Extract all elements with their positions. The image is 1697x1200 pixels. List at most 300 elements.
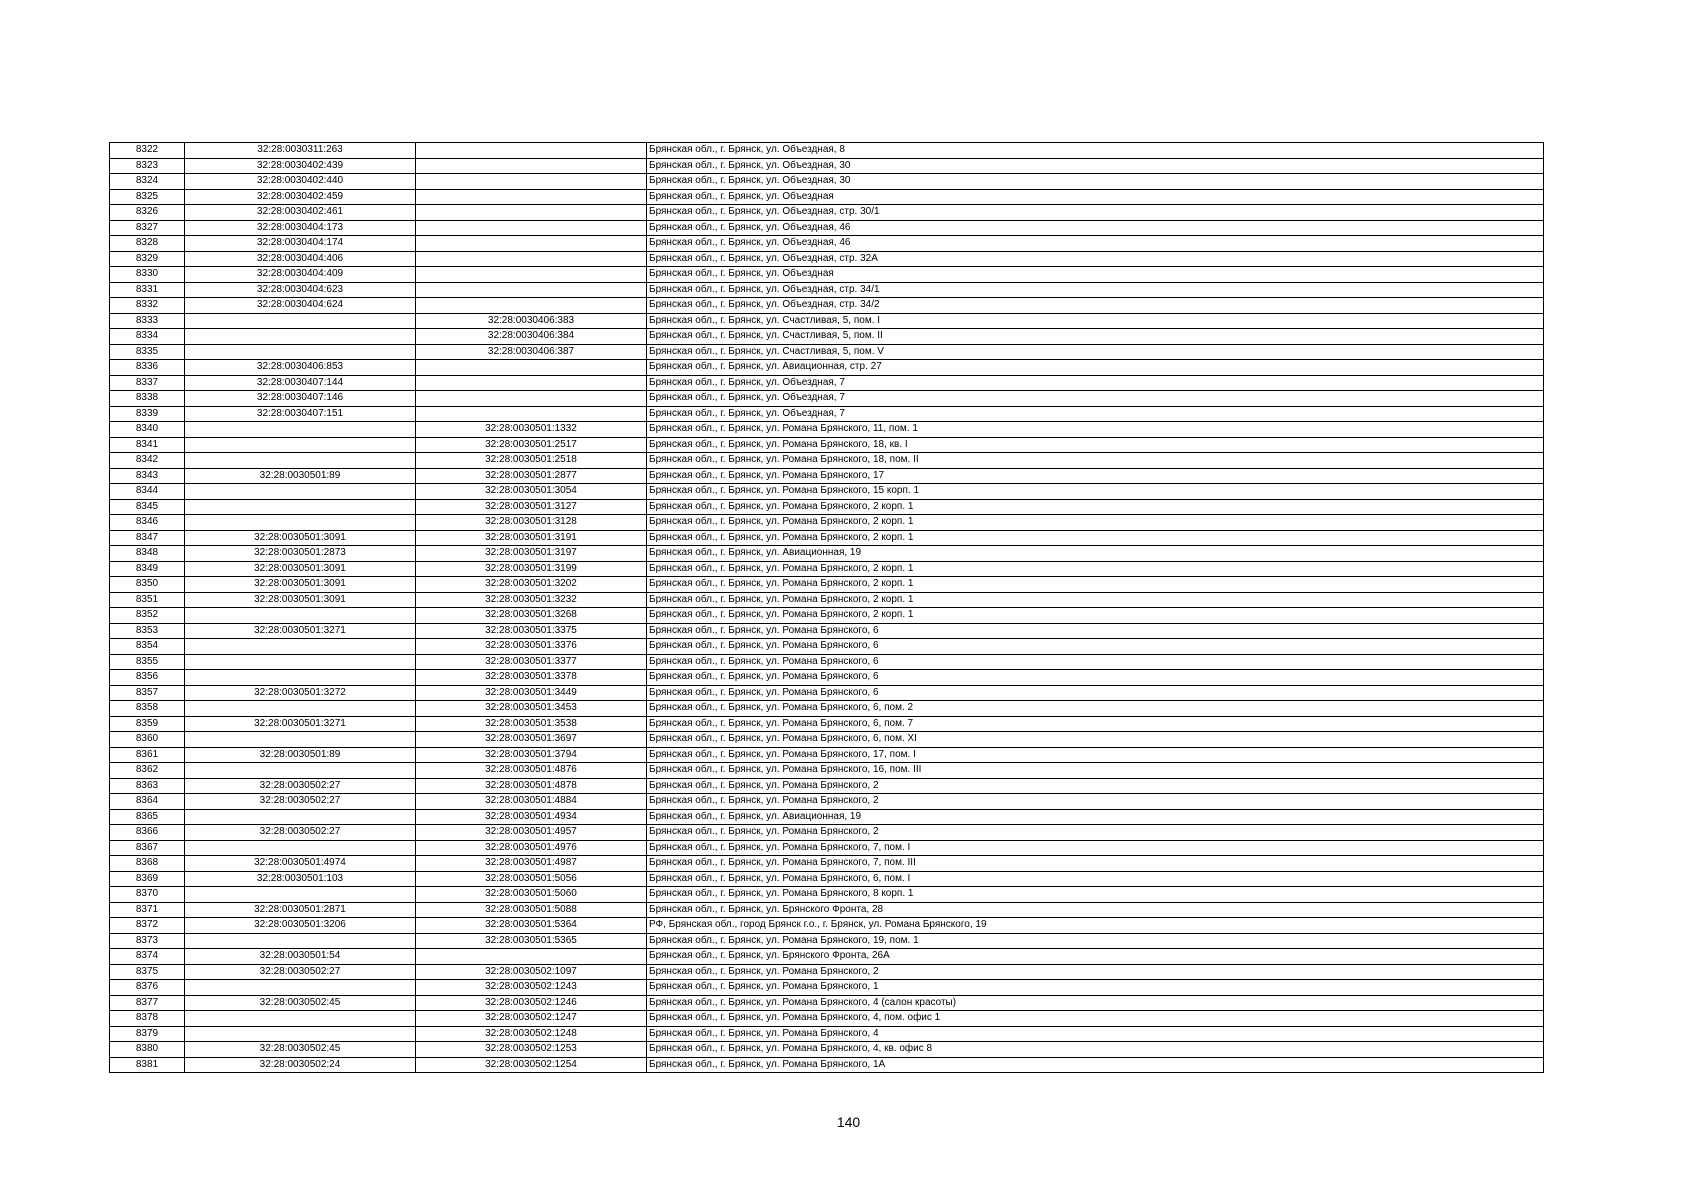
address-cell: Брянская обл., г. Брянск, ул. Романа Брянского, 2 [647,778,1544,794]
parcel-number-cell: 32:28:0030407:144 [185,375,416,391]
address-cell: Брянская обл., г. Брянск, ул. Романа Брянского, 7, пом. III [647,856,1544,872]
row-number-cell: 8368 [110,856,185,872]
address-cell: Брянская обл., г. Брянск, ул. Романа Брянского, 17 [647,468,1544,484]
parcel-number-cell [185,329,416,345]
object-number-cell: 32:28:0030501:3697 [416,732,647,748]
row-number-cell: 8347 [110,530,185,546]
object-number-cell: 32:28:0030501:3375 [416,623,647,639]
parcel-number-cell [185,437,416,453]
row-number-cell: 8367 [110,840,185,856]
parcel-number-cell: 32:28:0030501:3091 [185,577,416,593]
address-cell: Брянская обл., г. Брянск, ул. Объездная, 7 [647,406,1544,422]
table-row [110,298,1544,314]
object-number-cell: 32:28:0030501:2877 [416,468,647,484]
table-row [110,856,1544,872]
table-row [110,980,1544,996]
object-number-cell: 32:28:0030501:3376 [416,639,647,655]
row-number-cell: 8356 [110,670,185,686]
object-number-cell: 32:28:0030501:4884 [416,794,647,810]
object-number-cell [416,174,647,190]
table-row [110,468,1544,484]
row-number-cell: 8354 [110,639,185,655]
row-number-cell: 8327 [110,220,185,236]
parcel-number-cell: 32:28:0030502:27 [185,825,416,841]
object-number-cell [416,298,647,314]
row-number-cell: 8355 [110,654,185,670]
table-row [110,716,1544,732]
table-row [110,329,1544,345]
object-number-cell: 32:28:0030501:1332 [416,422,647,438]
parcel-number-cell: 32:28:0030402:439 [185,158,416,174]
row-number-cell: 8353 [110,623,185,639]
address-cell: Брянская обл., г. Брянск, ул. Романа Брянского, 6 [647,685,1544,701]
row-number-cell: 8378 [110,1011,185,1027]
table-row [110,220,1544,236]
parcel-number-cell: 32:28:0030501:2873 [185,546,416,562]
address-cell: Брянская обл., г. Брянск, ул. Романа Брянского, 2 корп. 1 [647,592,1544,608]
table-row [110,484,1544,500]
table-row [110,902,1544,918]
table-row [110,561,1544,577]
object-number-cell: 32:28:0030501:5088 [416,902,647,918]
parcel-number-cell [185,1011,416,1027]
row-number-cell: 8379 [110,1026,185,1042]
address-cell: Брянская обл., г. Брянск, ул. Объездная, 8 [647,143,1544,159]
row-number-cell: 8362 [110,763,185,779]
row-number-cell: 8351 [110,592,185,608]
table-row [110,515,1544,531]
row-number-cell: 8339 [110,406,185,422]
table-row [110,360,1544,376]
table-row [110,654,1544,670]
row-number-cell: 8352 [110,608,185,624]
address-cell: Брянская обл., г. Брянск, ул. Романа Брянского, 6 [647,639,1544,655]
address-cell: Брянская обл., г. Брянск, ул. Объездная [647,189,1544,205]
object-number-cell [416,251,647,267]
address-cell: Брянская обл., г. Брянск, ул. Объездная, 7 [647,375,1544,391]
table-row [110,546,1544,562]
address-cell: Брянская обл., г. Брянск, ул. Счастливая, 5, пом. V [647,344,1544,360]
object-number-cell [416,143,647,159]
row-number-cell: 8375 [110,964,185,980]
address-cell: Брянская обл., г. Брянск, ул. Романа Брянского, 18, кв. I [647,437,1544,453]
table-row [110,592,1544,608]
object-number-cell: 32:28:0030501:3232 [416,592,647,608]
row-number-cell: 8324 [110,174,185,190]
address-cell: Брянская обл., г. Брянск, ул. Романа Брянского, 2 корп. 1 [647,561,1544,577]
object-number-cell: 32:28:0030502:1254 [416,1057,647,1073]
object-number-cell: 32:28:0030501:3449 [416,685,647,701]
row-number-cell: 8370 [110,887,185,903]
parcel-number-cell: 32:28:0030501:3206 [185,918,416,934]
parcel-number-cell [185,484,416,500]
row-number-cell: 8334 [110,329,185,345]
table-row [110,639,1544,655]
address-cell: Брянская обл., г. Брянск, ул. Романа Брянского, 4, кв. офис 8 [647,1042,1544,1058]
address-cell: РФ, Брянская обл., город Брянск г.о., г. Брянск, ул. Романа Брянского, 19 [647,918,1544,934]
parcel-number-cell: 32:28:0030311:263 [185,143,416,159]
parcel-number-cell: 32:28:0030501:89 [185,468,416,484]
row-number-cell: 8377 [110,995,185,1011]
address-cell: Брянская обл., г. Брянск, ул. Романа Брянского, 2 корп. 1 [647,530,1544,546]
parcel-number-cell [185,313,416,329]
address-cell: Брянская обл., г. Брянск, ул. Авиационная, стр. 27 [647,360,1544,376]
address-cell: Брянская обл., г. Брянск, ул. Объездная, стр. 34/2 [647,298,1544,314]
row-number-cell: 8348 [110,546,185,562]
parcel-number-cell: 32:28:0030407:151 [185,406,416,422]
table-row [110,422,1544,438]
object-number-cell: 32:28:0030501:3202 [416,577,647,593]
parcel-number-cell [185,887,416,903]
row-number-cell: 8349 [110,561,185,577]
address-cell: Брянская обл., г. Брянск, ул. Авиационная, 19 [647,809,1544,825]
row-number-cell: 8323 [110,158,185,174]
address-cell: Брянская обл., г. Брянск, ул. Романа Брянского, 2 [647,964,1544,980]
table-row [110,391,1544,407]
parcel-number-cell: 32:28:0030502:24 [185,1057,416,1073]
object-number-cell: 32:28:0030501:3378 [416,670,647,686]
object-number-cell: 32:28:0030501:3794 [416,747,647,763]
table-row [110,267,1544,283]
address-cell: Брянская обл., г. Брянск, ул. Романа Брянского, 8 корп. 1 [647,887,1544,903]
address-cell: Брянская обл., г. Брянск, ул. Романа Брянского, 2 корп. 1 [647,608,1544,624]
row-number-cell: 8364 [110,794,185,810]
address-cell: Брянская обл., г. Брянск, ул. Романа Брянского, 6 [647,670,1544,686]
parcel-number-cell: 32:28:0030501:3091 [185,592,416,608]
object-number-cell [416,220,647,236]
object-number-cell [416,205,647,221]
object-number-cell: 32:28:0030502:1097 [416,964,647,980]
row-number-cell: 8376 [110,980,185,996]
parcel-number-cell [185,701,416,717]
object-number-cell: 32:28:0030501:3054 [416,484,647,500]
parcel-number-cell: 32:28:0030502:27 [185,794,416,810]
address-cell: Брянская обл., г. Брянск, ул. Романа Брянского, 16, пом. III [647,763,1544,779]
object-number-cell: 32:28:0030501:3191 [416,530,647,546]
parcel-number-cell: 32:28:0030402:459 [185,189,416,205]
row-number-cell: 8357 [110,685,185,701]
registry-table-body [110,143,1544,1073]
row-number-cell: 8373 [110,933,185,949]
row-number-cell: 8330 [110,267,185,283]
parcel-number-cell [185,1026,416,1042]
object-number-cell: 32:28:0030501:3377 [416,654,647,670]
address-cell: Брянская обл., г. Брянск, ул. Романа Брянского, 6 [647,654,1544,670]
row-number-cell: 8371 [110,902,185,918]
object-number-cell [416,375,647,391]
parcel-number-cell: 32:28:0030404:406 [185,251,416,267]
parcel-number-cell: 32:28:0030501:3271 [185,623,416,639]
row-number-cell: 8372 [110,918,185,934]
table-row [110,1011,1544,1027]
parcel-number-cell [185,670,416,686]
parcel-number-cell: 32:28:0030407:146 [185,391,416,407]
table-row [110,685,1544,701]
table-row [110,189,1544,205]
table-row [110,251,1544,267]
parcel-number-cell [185,809,416,825]
address-cell: Брянская обл., г. Брянск, ул. Романа Брянского, 18, пом. II [647,453,1544,469]
address-cell: Брянская обл., г. Брянск, ул. Романа Брянского, 6, пом. I [647,871,1544,887]
row-number-cell: 8358 [110,701,185,717]
address-cell: Брянская обл., г. Брянск, ул. Объездная, стр. 30/1 [647,205,1544,221]
object-number-cell: 32:28:0030501:4976 [416,840,647,856]
object-number-cell: 32:28:0030501:4987 [416,856,647,872]
row-number-cell: 8331 [110,282,185,298]
address-cell: Брянская обл., г. Брянск, ул. Брянского Фронта, 26А [647,949,1544,965]
row-number-cell: 8366 [110,825,185,841]
address-cell: Брянская обл., г. Брянск, ул. Романа Брянского, 4 [647,1026,1544,1042]
table-row [110,949,1544,965]
address-cell: Брянская обл., г. Брянск, ул. Романа Брянского, 6, пом. 2 [647,701,1544,717]
address-cell: Брянская обл., г. Брянск, ул. Романа Брянского, 2 корп. 1 [647,515,1544,531]
table-row [110,437,1544,453]
parcel-number-cell [185,732,416,748]
address-cell: Брянская обл., г. Брянск, ул. Романа Брянского, 2 корп. 1 [647,577,1544,593]
table-row [110,701,1544,717]
table-row [110,809,1544,825]
table-row [110,670,1544,686]
object-number-cell: 32:28:0030502:1246 [416,995,647,1011]
table-row [110,530,1544,546]
object-number-cell: 32:28:0030502:1247 [416,1011,647,1027]
address-cell: Брянская обл., г. Брянск, ул. Романа Брянского, 6, пом. XI [647,732,1544,748]
address-cell: Брянская обл., г. Брянск, ул. Романа Брянского, 2 [647,825,1544,841]
row-number-cell: 8333 [110,313,185,329]
object-number-cell: 32:28:0030501:3199 [416,561,647,577]
parcel-number-cell [185,654,416,670]
address-cell: Брянская обл., г. Брянск, ул. Романа Брянского, 6, пом. 7 [647,716,1544,732]
parcel-number-cell [185,453,416,469]
table-row [110,1057,1544,1073]
address-cell: Брянская обл., г. Брянск, ул. Романа Брянского, 4, пом. офис 1 [647,1011,1544,1027]
address-cell: Брянская обл., г. Брянск, ул. Брянского Фронта, 28 [647,902,1544,918]
parcel-number-cell [185,933,416,949]
table-row [110,933,1544,949]
object-number-cell: 32:28:0030501:5056 [416,871,647,887]
parcel-number-cell: 32:28:0030502:27 [185,964,416,980]
row-number-cell: 8342 [110,453,185,469]
row-number-cell: 8346 [110,515,185,531]
object-number-cell [416,406,647,422]
page-number: 140 [836,1114,861,1130]
row-number-cell: 8338 [110,391,185,407]
row-number-cell: 8328 [110,236,185,252]
table-row [110,453,1544,469]
object-number-cell: 32:28:0030502:1248 [416,1026,647,1042]
parcel-number-cell: 32:28:0030502:45 [185,1042,416,1058]
table-row [110,887,1544,903]
table-row [110,778,1544,794]
address-cell: Брянская обл., г. Брянск, ул. Объездная, 46 [647,220,1544,236]
parcel-number-cell: 32:28:0030404:173 [185,220,416,236]
address-cell: Брянская обл., г. Брянск, ул. Счастливая, 5, пом. II [647,329,1544,345]
address-cell: Брянская обл., г. Брянск, ул. Объездная, 30 [647,158,1544,174]
object-number-cell: 32:28:0030501:4878 [416,778,647,794]
table-row [110,577,1544,593]
parcel-number-cell: 32:28:0030404:623 [185,282,416,298]
row-number-cell: 8381 [110,1057,185,1073]
object-number-cell: 32:28:0030502:1253 [416,1042,647,1058]
address-cell: Брянская обл., г. Брянск, ул. Объездная, 7 [647,391,1544,407]
address-cell: Брянская обл., г. Брянск, ул. Романа Брянского, 2 корп. 1 [647,499,1544,515]
object-number-cell: 32:28:0030501:3197 [416,546,647,562]
table-row [110,840,1544,856]
table-row [110,174,1544,190]
table-row [110,995,1544,1011]
address-cell: Брянская обл., г. Брянск, ул. Объездная, 46 [647,236,1544,252]
table-row [110,825,1544,841]
parcel-number-cell [185,639,416,655]
parcel-number-cell: 32:28:0030501:2871 [185,902,416,918]
address-cell: Брянская обл., г. Брянск, ул. Романа Брянского, 4 (салон красоты) [647,995,1544,1011]
address-cell: Брянская обл., г. Брянск, ул. Объездная, стр. 32А [647,251,1544,267]
address-cell: Брянская обл., г. Брянск, ул. Романа Брянского, 11, пом. 1 [647,422,1544,438]
parcel-number-cell: 32:28:0030402:440 [185,174,416,190]
address-cell: Брянская обл., г. Брянск, ул. Романа Брянского, 15 корп. 1 [647,484,1544,500]
table-row [110,236,1544,252]
table-row [110,1026,1544,1042]
object-number-cell: 32:28:0030502:1243 [416,980,647,996]
address-cell: Брянская обл., г. Брянск, ул. Романа Брянского, 17, пом. I [647,747,1544,763]
address-cell: Брянская обл., г. Брянск, ул. Романа Брянского, 7, пом. I [647,840,1544,856]
object-number-cell [416,189,647,205]
parcel-number-cell: 32:28:0030404:624 [185,298,416,314]
parcel-number-cell: 32:28:0030404:174 [185,236,416,252]
object-number-cell [416,282,647,298]
address-cell: Брянская обл., г. Брянск, ул. Объездная, стр. 34/1 [647,282,1544,298]
row-number-cell: 8325 [110,189,185,205]
row-number-cell: 8326 [110,205,185,221]
object-number-cell: 32:28:0030501:4876 [416,763,647,779]
parcel-number-cell: 32:28:0030501:3091 [185,530,416,546]
object-number-cell [416,360,647,376]
row-number-cell: 8340 [110,422,185,438]
table-row [110,918,1544,934]
row-number-cell: 8335 [110,344,185,360]
parcel-number-cell [185,608,416,624]
table-row [110,143,1544,159]
row-number-cell: 8350 [110,577,185,593]
row-number-cell: 8360 [110,732,185,748]
object-number-cell: 32:28:0030501:2518 [416,453,647,469]
parcel-number-cell [185,515,416,531]
address-cell: Брянская обл., г. Брянск, ул. Авиационная, 19 [647,546,1544,562]
address-cell: Брянская обл., г. Брянск, ул. Романа Брянского, 1 [647,980,1544,996]
table-row [110,623,1544,639]
row-number-cell: 8322 [110,143,185,159]
row-number-cell: 8341 [110,437,185,453]
table-row [110,1042,1544,1058]
parcel-number-cell: 32:28:0030501:4974 [185,856,416,872]
parcel-number-cell: 32:28:0030501:3271 [185,716,416,732]
table-row [110,964,1544,980]
object-number-cell: 32:28:0030501:3538 [416,716,647,732]
object-number-cell: 32:28:0030501:2517 [416,437,647,453]
table-row [110,406,1544,422]
parcel-number-cell: 32:28:0030502:45 [185,995,416,1011]
parcel-number-cell: 32:28:0030402:461 [185,205,416,221]
table-row [110,158,1544,174]
table-row [110,205,1544,221]
parcel-number-cell: 32:28:0030502:27 [185,778,416,794]
object-number-cell: 32:28:0030501:5060 [416,887,647,903]
row-number-cell: 8361 [110,747,185,763]
object-number-cell [416,391,647,407]
object-number-cell: 32:28:0030501:5365 [416,933,647,949]
row-number-cell: 8345 [110,499,185,515]
parcel-number-cell [185,344,416,360]
row-number-cell: 8363 [110,778,185,794]
object-number-cell: 32:28:0030501:5364 [416,918,647,934]
object-number-cell [416,949,647,965]
table-row [110,608,1544,624]
parcel-number-cell [185,980,416,996]
parcel-number-cell: 32:28:0030501:3091 [185,561,416,577]
parcel-number-cell [185,840,416,856]
object-number-cell: 32:28:0030406:387 [416,344,647,360]
address-cell: Брянская обл., г. Брянск, ул. Романа Брянского, 19, пом. 1 [647,933,1544,949]
parcel-number-cell: 32:28:0030501:3272 [185,685,416,701]
parcel-number-cell: 32:28:0030501:89 [185,747,416,763]
table-row [110,282,1544,298]
object-number-cell: 32:28:0030406:384 [416,329,647,345]
table-row [110,499,1544,515]
row-number-cell: 8380 [110,1042,185,1058]
row-number-cell: 8329 [110,251,185,267]
table-row [110,313,1544,329]
address-cell: Брянская обл., г. Брянск, ул. Романа Брянского, 1А [647,1057,1544,1073]
table-row [110,763,1544,779]
object-number-cell: 32:28:0030406:383 [416,313,647,329]
address-cell: Брянская обл., г. Брянск, ул. Объездная [647,267,1544,283]
parcel-number-cell [185,499,416,515]
row-number-cell: 8359 [110,716,185,732]
table-row [110,375,1544,391]
row-number-cell: 8365 [110,809,185,825]
parcel-number-cell: 32:28:0030501:54 [185,949,416,965]
row-number-cell: 8374 [110,949,185,965]
address-cell: Брянская обл., г. Брянск, ул. Романа Брянского, 2 [647,794,1544,810]
object-number-cell [416,267,647,283]
parcel-number-cell: 32:28:0030501:103 [185,871,416,887]
row-number-cell: 8343 [110,468,185,484]
registry-table [109,142,1544,1073]
row-number-cell: 8344 [110,484,185,500]
parcel-number-cell [185,422,416,438]
table-row [110,794,1544,810]
object-number-cell: 32:28:0030501:3453 [416,701,647,717]
object-number-cell: 32:28:0030501:3268 [416,608,647,624]
table-row [110,344,1544,360]
row-number-cell: 8332 [110,298,185,314]
row-number-cell: 8336 [110,360,185,376]
object-number-cell: 32:28:0030501:3127 [416,499,647,515]
address-cell: Брянская обл., г. Брянск, ул. Романа Брянского, 6 [647,623,1544,639]
parcel-number-cell [185,763,416,779]
object-number-cell [416,158,647,174]
row-number-cell: 8369 [110,871,185,887]
parcel-number-cell: 32:28:0030404:409 [185,267,416,283]
table-row [110,747,1544,763]
parcel-number-cell: 32:28:0030406:853 [185,360,416,376]
address-cell: Брянская обл., г. Брянск, ул. Объездная, 30 [647,174,1544,190]
table-row [110,871,1544,887]
object-number-cell: 32:28:0030501:3128 [416,515,647,531]
object-number-cell: 32:28:0030501:4934 [416,809,647,825]
row-number-cell: 8337 [110,375,185,391]
table-row [110,732,1544,748]
